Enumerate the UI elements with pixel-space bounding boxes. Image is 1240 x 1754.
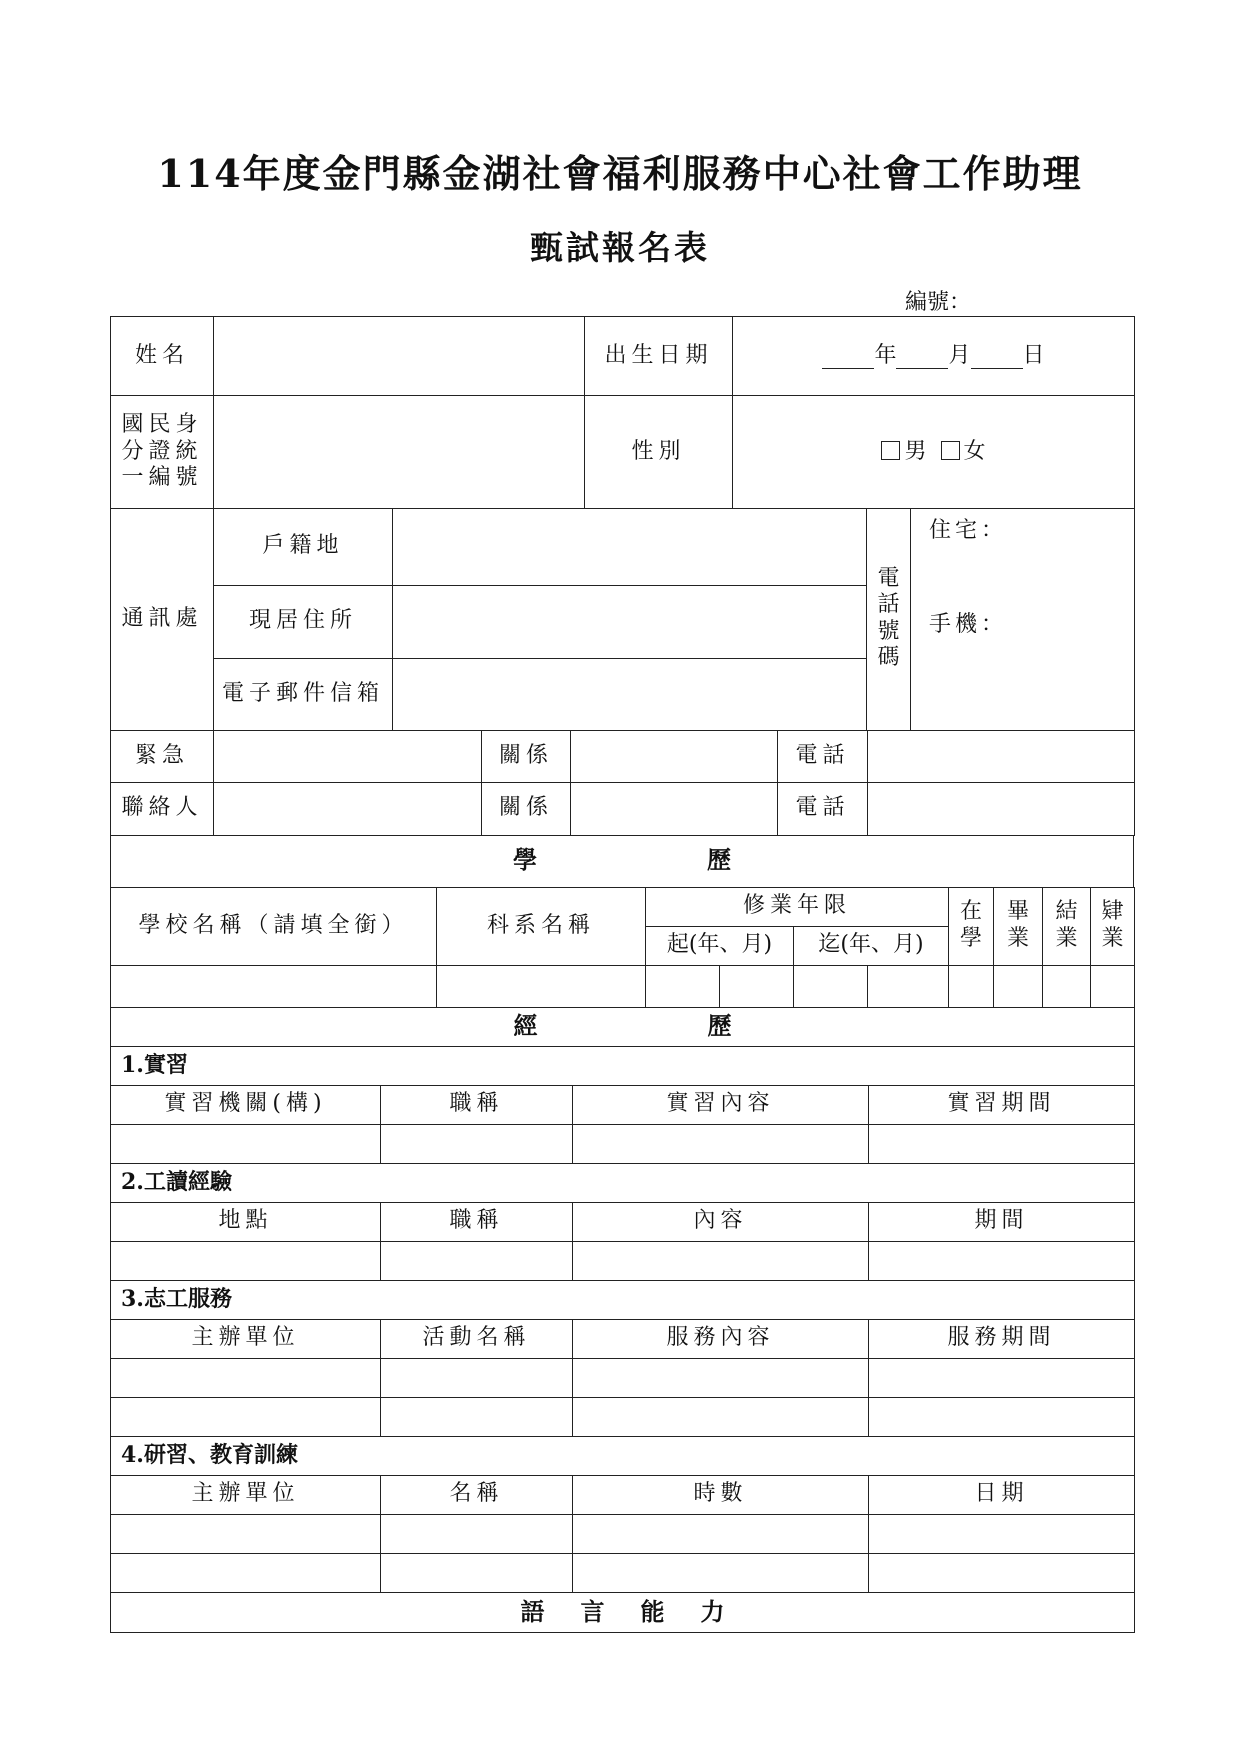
- table-cell[interactable]: [573, 1553, 869, 1592]
- column-header: 名稱: [381, 1475, 573, 1514]
- table-cell[interactable]: [869, 1397, 1135, 1436]
- relation-field[interactable]: [571, 782, 778, 835]
- male-label: 男: [904, 438, 927, 464]
- column-header: 地點: [111, 1202, 381, 1241]
- experience-table: [110, 1007, 1135, 1633]
- table-cell[interactable]: [111, 1553, 381, 1592]
- column-header: 實習期間: [869, 1085, 1135, 1124]
- status-char: 在: [960, 899, 983, 925]
- birth-date-field[interactable]: [733, 317, 1135, 396]
- emergency-phone-label: 電話: [778, 782, 868, 835]
- residence-field[interactable]: [393, 585, 867, 658]
- birth-day-unit: 日: [1022, 342, 1045, 368]
- contact-table: [110, 508, 1135, 731]
- female-label: 女: [963, 438, 986, 464]
- table-cell[interactable]: [869, 1514, 1135, 1553]
- education-table: [110, 887, 1135, 1008]
- from-month-cell[interactable]: [720, 965, 794, 1007]
- status-char: 業: [1101, 925, 1124, 951]
- emergency-name-field[interactable]: [214, 730, 482, 782]
- status-cell[interactable]: [1043, 965, 1091, 1007]
- education-header-table: [110, 835, 1134, 888]
- column-header: 實習機關(構): [111, 1085, 381, 1124]
- status-char: 畢: [1007, 899, 1030, 925]
- table-cell[interactable]: [111, 1358, 381, 1397]
- form-title: 114年度金門縣金湖社會福利服務中心社會工作助理: [157, 151, 1083, 196]
- table-cell[interactable]: [869, 1553, 1135, 1592]
- email-label: 電子郵件信箱: [214, 658, 393, 730]
- emergency-name-field[interactable]: [214, 782, 482, 835]
- table-cell[interactable]: [869, 1358, 1135, 1397]
- table-cell[interactable]: [573, 1358, 869, 1397]
- birth-month-blank[interactable]: [896, 348, 948, 369]
- table-cell[interactable]: [869, 1124, 1135, 1163]
- emergency-phone-label: 電話: [778, 730, 868, 782]
- section-title-char: 能: [640, 1596, 665, 1626]
- status-char: 業: [1055, 925, 1078, 951]
- study-period-header: 修業年限: [646, 887, 949, 926]
- emergency-label-line: 聯絡人: [111, 782, 214, 835]
- phone-label-char: 話: [877, 592, 900, 618]
- school-name-cell[interactable]: [111, 965, 437, 1007]
- personal-info-table: [110, 316, 1135, 509]
- status-incomplete-header: [1091, 887, 1135, 965]
- language-section-title: [111, 1592, 1135, 1632]
- status-char: 結: [1055, 899, 1078, 925]
- table-cell[interactable]: [381, 1124, 573, 1163]
- column-header: 活動名稱: [381, 1319, 573, 1358]
- status-cell[interactable]: [994, 965, 1043, 1007]
- table-cell[interactable]: [573, 1241, 869, 1280]
- department-cell[interactable]: [437, 965, 646, 1007]
- table-cell[interactable]: [381, 1397, 573, 1436]
- birth-date-label: 出生日期: [585, 317, 733, 396]
- table-cell[interactable]: [573, 1124, 869, 1163]
- to-year-cell[interactable]: [794, 965, 868, 1007]
- birth-day-blank[interactable]: [971, 348, 1023, 369]
- status-completed-header: [1043, 887, 1091, 965]
- status-graduated-header: [994, 887, 1043, 965]
- status-cell[interactable]: [949, 965, 994, 1007]
- phone-number-field[interactable]: [911, 508, 1135, 730]
- column-header: 職稱: [381, 1202, 573, 1241]
- emergency-label-line: 緊急: [111, 730, 214, 782]
- education-section-title: [111, 835, 1134, 887]
- table-cell[interactable]: [381, 1241, 573, 1280]
- column-header: 實習內容: [573, 1085, 869, 1124]
- internship-subsection-title: 1.實習: [111, 1046, 1135, 1085]
- table-cell[interactable]: [573, 1514, 869, 1553]
- table-cell[interactable]: [111, 1514, 381, 1553]
- relation-label: 關係: [482, 730, 571, 782]
- column-header: 時數: [573, 1475, 869, 1514]
- residence-label: 現居住所: [214, 585, 393, 658]
- status-char: 業: [1007, 925, 1030, 951]
- table-cell[interactable]: [381, 1553, 573, 1592]
- experience-section-title: [111, 1007, 1135, 1046]
- id-number-label: [111, 396, 214, 509]
- column-header: 日期: [869, 1475, 1135, 1514]
- id-label-line: 國民身: [121, 412, 203, 438]
- household-field[interactable]: [393, 508, 867, 585]
- phone-number-label: [867, 508, 911, 730]
- column-header: 期間: [869, 1202, 1135, 1241]
- birth-year-unit: 年: [874, 342, 897, 368]
- section-title-char: 歷: [707, 845, 731, 875]
- female-checkbox[interactable]: [941, 441, 960, 460]
- school-name-header: 學校名稱（請填全銜）: [111, 887, 437, 965]
- name-field[interactable]: [214, 317, 585, 396]
- male-checkbox[interactable]: [881, 441, 900, 460]
- status-char: 學: [960, 925, 983, 951]
- from-year-cell[interactable]: [646, 965, 720, 1007]
- period-to-header: 迄(年、月): [794, 926, 949, 965]
- column-header: 主辦單位: [111, 1319, 381, 1358]
- birth-year-blank[interactable]: [822, 348, 874, 369]
- mobile-phone-label: 手機：: [929, 612, 1008, 638]
- column-header: 主辦單位: [111, 1475, 381, 1514]
- home-phone-label: 住宅：: [929, 518, 1008, 543]
- column-header: 服務期間: [869, 1319, 1135, 1358]
- id-number-field[interactable]: [214, 396, 585, 509]
- gender-field: [733, 396, 1135, 509]
- section-title-char: 言: [580, 1596, 605, 1626]
- emergency-phone-field[interactable]: [868, 782, 1135, 835]
- phone-label-char: 碼: [877, 645, 900, 671]
- training-subsection-title: 4.研習、教育訓練: [111, 1436, 1135, 1475]
- table-cell[interactable]: [869, 1241, 1135, 1280]
- form-subtitle: 甄試報名表: [530, 228, 710, 267]
- section-title-char: 經: [513, 1010, 538, 1040]
- household-label: 戶籍地: [214, 508, 393, 585]
- period-from-header: 起(年、月): [646, 926, 794, 965]
- section-title-char: 歷: [707, 1010, 732, 1040]
- contact-label: 通訊處: [111, 508, 214, 730]
- to-month-cell[interactable]: [868, 965, 949, 1007]
- work-study-subsection-title: 2.工讀經驗: [111, 1163, 1135, 1202]
- id-label-line: 一編號: [121, 465, 203, 491]
- phone-label-char: 號: [877, 618, 900, 644]
- table-cell[interactable]: [381, 1514, 573, 1553]
- section-title-char: 語: [520, 1596, 545, 1626]
- serial-number-label: 編號：: [905, 290, 972, 315]
- phone-label-char: 電: [877, 565, 900, 591]
- section-title-char: 學: [513, 845, 537, 875]
- email-field[interactable]: [393, 658, 867, 730]
- status-cell[interactable]: [1091, 965, 1135, 1007]
- emergency-contact-table: [110, 730, 1135, 836]
- table-cell[interactable]: [381, 1358, 573, 1397]
- table-cell[interactable]: [111, 1241, 381, 1280]
- relation-label: 關係: [482, 782, 571, 835]
- status-char: 肄: [1101, 899, 1124, 925]
- birth-month-unit: 月: [948, 342, 971, 368]
- id-label-line: 分證統: [121, 438, 203, 464]
- volunteer-subsection-title: 3.志工服務: [111, 1280, 1135, 1319]
- emergency-phone-field[interactable]: [868, 730, 1135, 782]
- relation-field[interactable]: [571, 730, 778, 782]
- department-header: 科系名稱: [437, 887, 646, 965]
- column-header: 內容: [573, 1202, 869, 1241]
- section-title-char: 力: [700, 1596, 725, 1626]
- table-cell[interactable]: [111, 1124, 381, 1163]
- status-in-school-header: [949, 887, 994, 965]
- gender-label: 性別: [585, 396, 733, 509]
- table-cell[interactable]: [111, 1397, 381, 1436]
- table-cell[interactable]: [573, 1397, 869, 1436]
- name-label: 姓名: [111, 317, 214, 396]
- column-header: 職稱: [381, 1085, 573, 1124]
- column-header: 服務內容: [573, 1319, 869, 1358]
